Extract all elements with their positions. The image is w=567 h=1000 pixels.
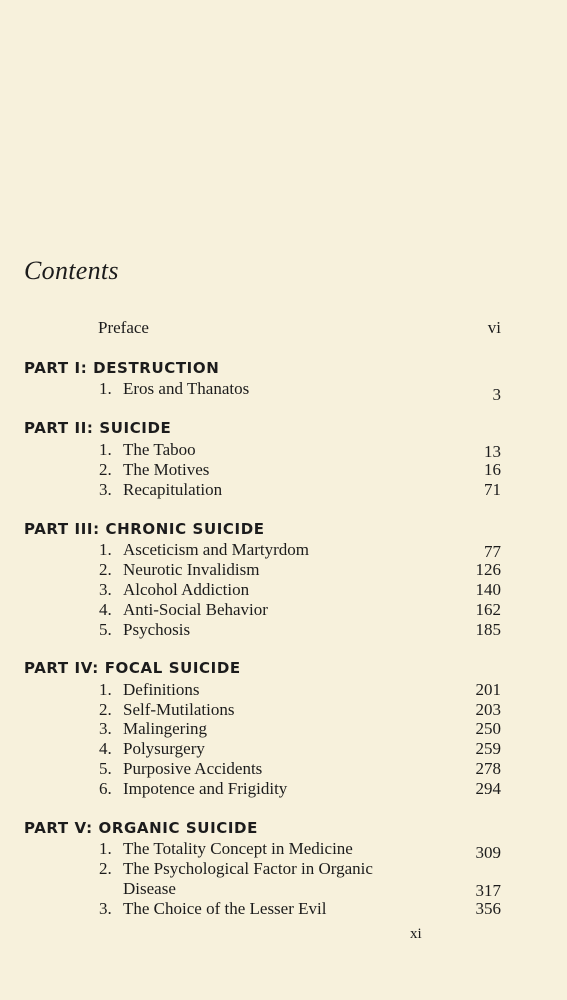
toc-entry	[0, 778, 567, 800]
toc-entry-title: Psychosis	[123, 620, 191, 639]
toc-entry-page: 259	[475, 739, 501, 758]
toc-entry-page: 250	[475, 719, 501, 738]
toc-entry-number: 1.	[99, 540, 112, 559]
toc-entry	[0, 539, 567, 561]
toc-entry-number: 1.	[99, 680, 112, 699]
toc-entry	[0, 898, 567, 920]
toc-entry-title: Eros and Thanatos	[123, 379, 250, 398]
toc-entry	[0, 619, 567, 641]
toc-entry	[0, 378, 567, 404]
toc-entry	[0, 439, 567, 461]
toc-entry-page: 126	[475, 560, 501, 579]
toc-entry	[0, 579, 567, 601]
page-number: xi	[410, 926, 422, 942]
toc-entry-page: 309	[475, 843, 501, 862]
toc-entry-number: 3.	[99, 480, 112, 499]
toc-entry-title: Self-Mutilations	[123, 700, 235, 719]
toc-entry-title: Impotence and Frigidity	[123, 779, 288, 798]
toc-entry-page: 185	[475, 620, 501, 639]
toc-entry-page: 294	[475, 779, 501, 798]
toc-entry-title-continuation: Disease	[123, 879, 176, 898]
toc-entry	[0, 858, 567, 880]
toc-entry-number: 5.	[99, 620, 112, 639]
toc-entry-number: 3.	[99, 899, 112, 918]
toc-entry-title: The Taboo	[123, 440, 196, 459]
toc-entry-title: Asceticism and Martyrdom	[123, 540, 310, 559]
toc-entry-page: 77	[484, 542, 501, 561]
toc-entry-title: Anti-Social Behavior	[123, 600, 268, 619]
toc-entry-continuation	[0, 878, 567, 900]
toc-entry-number: 1.	[99, 839, 112, 858]
toc-entry-title: Alcohol Addiction	[123, 580, 250, 599]
toc-entry-page: 71	[484, 480, 501, 499]
toc-entry-title: Neurotic Invalidism	[123, 560, 260, 579]
toc-entry-page: vi	[487, 318, 501, 337]
toc-entry	[0, 738, 567, 760]
toc-entry	[0, 679, 567, 701]
toc-entry-page: 356	[475, 899, 501, 918]
toc-entry-number: 1.	[99, 379, 112, 398]
toc-entry-title: Malingering	[123, 719, 208, 738]
toc-entry	[0, 599, 567, 621]
toc-entry-title: Polysurgery	[123, 739, 205, 758]
toc-entry-page: 16	[484, 460, 501, 479]
toc-entry-number: 3.	[99, 719, 112, 738]
toc-entry-title: The Psychological Factor in Organic	[123, 859, 373, 878]
page-title: Contents	[24, 256, 119, 285]
toc-entry-number: 2.	[99, 460, 112, 479]
toc-entry-page: 3	[492, 385, 501, 404]
toc-entry-title: Definitions	[123, 680, 200, 699]
toc-entry	[0, 479, 567, 501]
toc-entry-preface	[0, 317, 567, 339]
toc-entry-title: The Totality Concept in Medicine	[123, 839, 353, 858]
toc-entry-page: 140	[475, 580, 501, 599]
toc-entry	[0, 718, 567, 740]
part-heading: PART I: DESTRUCTION	[24, 359, 220, 377]
toc-entry	[0, 838, 567, 860]
part-heading: PART IV: FOCAL SUICIDE	[24, 659, 241, 677]
toc-entry-page: 162	[475, 600, 501, 619]
part-heading: PART II: SUICIDE	[24, 419, 172, 437]
toc-entry-number: 2.	[99, 560, 112, 579]
toc-entry-page: 201	[475, 680, 501, 699]
toc-entry-page: 203	[475, 700, 501, 719]
toc-entry-number: 4.	[99, 739, 112, 758]
toc-entry-title: Recapitulation	[123, 480, 223, 499]
toc-entry-page: 278	[475, 759, 501, 778]
toc-entry-number: 6.	[99, 779, 112, 798]
toc-entry-title: The Choice of the Lesser Evil	[123, 899, 327, 918]
toc-entry-title: Preface	[98, 318, 149, 337]
toc-entry-number: 4.	[99, 600, 112, 619]
toc-entry-number: 3.	[99, 580, 112, 599]
toc-entry-title: The Motives	[123, 460, 210, 479]
toc-entry-page: 13	[484, 442, 501, 461]
toc-entry-number: 2.	[99, 859, 112, 878]
toc-entry-page: 317	[475, 881, 501, 900]
toc-entry	[0, 459, 567, 481]
toc-entry	[0, 559, 567, 581]
toc-entry-title: Purposive Accidents	[123, 759, 263, 778]
toc-entry	[0, 758, 567, 780]
toc-entry-number: 1.	[99, 440, 112, 459]
toc-entry-number: 5.	[99, 759, 112, 778]
part-heading: PART III: CHRONIC SUICIDE	[24, 520, 265, 538]
part-heading: PART V: ORGANIC SUICIDE	[24, 819, 258, 837]
toc-entry-number: 2.	[99, 700, 112, 719]
